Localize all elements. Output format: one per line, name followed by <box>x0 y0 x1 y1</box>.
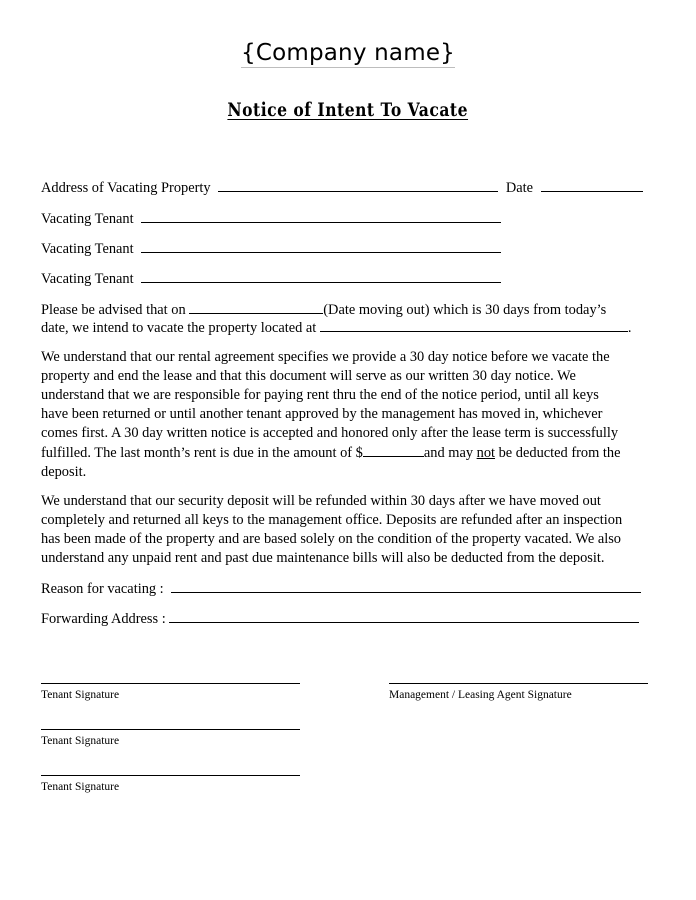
rent-amount-line[interactable] <box>363 443 424 457</box>
address-label: Address of Vacating Property <box>41 180 211 196</box>
tenant-signature-label: Tenant Signature <box>41 735 120 747</box>
management-signature-label: Management / Leasing Agent Signature <box>389 689 572 701</box>
tenant-input-line[interactable] <box>141 269 501 283</box>
tenant-label: Vacating Tenant <box>41 271 134 287</box>
notice-line-2: date, we intend to vacate the property located at . <box>41 320 632 336</box>
date-label: Date <box>505 180 533 196</box>
move-out-date-line[interactable] <box>189 300 323 314</box>
tenant-signature-label: Tenant Signature <box>41 689 120 701</box>
document-title: Notice of Intent To Vacate <box>227 99 469 121</box>
security-deposit-paragraph: We understand that our security deposit will be refunded within 30 days after we have moved out completely and returned all keys to the management office. Deposits are refunded after an inspection has been made of the property and are based solely on the condition of the property vacated. We also understand any unpaid rent and past due maintenance bills will also be deducted from the deposit. <box>41 493 623 566</box>
address-input-line[interactable] <box>218 178 498 192</box>
tenant-label: Vacating Tenant <box>41 241 134 257</box>
reason-row <box>41 579 641 599</box>
tenant-input-line[interactable] <box>141 209 501 223</box>
forwarding-input-line[interactable] <box>169 609 639 623</box>
rental-agreement-paragraph: We understand that our rental agreement specifies we provide a 30 day notice before we vacate the property and end the lease and that this document will serve as our written 30 day notice. We understand that we are responsible for paying rent thru the end of the notice period, until all keys have been returned or until another tenant approved by the management has moved in, whichever comes first. A 30 day written notice is accepted and honored only after the lease term is successfully fulfilled. The last month’s rent is due in the amount of $ and may not be deducted from the deposit. <box>41 349 621 480</box>
tenant-signature-line[interactable] <box>41 683 300 684</box>
date-input-line[interactable] <box>541 178 643 192</box>
address-date-row <box>41 178 643 198</box>
company-name: {Company name} <box>240 40 456 66</box>
tenant-row-3 <box>41 269 501 289</box>
property-location-line[interactable] <box>320 318 628 332</box>
forwarding-row <box>41 609 639 629</box>
tenant-label: Vacating Tenant <box>41 211 134 227</box>
notice-line-1: Please be advised that on (Date moving out) which is 30 days from today’s <box>41 302 607 318</box>
reason-input-line[interactable] <box>171 579 641 593</box>
tenant-input-line[interactable] <box>141 239 501 253</box>
tenant-signature-line[interactable] <box>41 729 300 730</box>
tenant-row-1 <box>41 209 501 229</box>
tenant-row-2 <box>41 239 501 259</box>
forwarding-label: Forwarding Address : <box>41 611 170 627</box>
tenant-signature-line[interactable] <box>41 775 300 776</box>
tenant-signature-label: Tenant Signature <box>41 781 120 793</box>
management-signature-line[interactable] <box>389 683 648 684</box>
reason-label: Reason for vacating : <box>41 581 168 597</box>
